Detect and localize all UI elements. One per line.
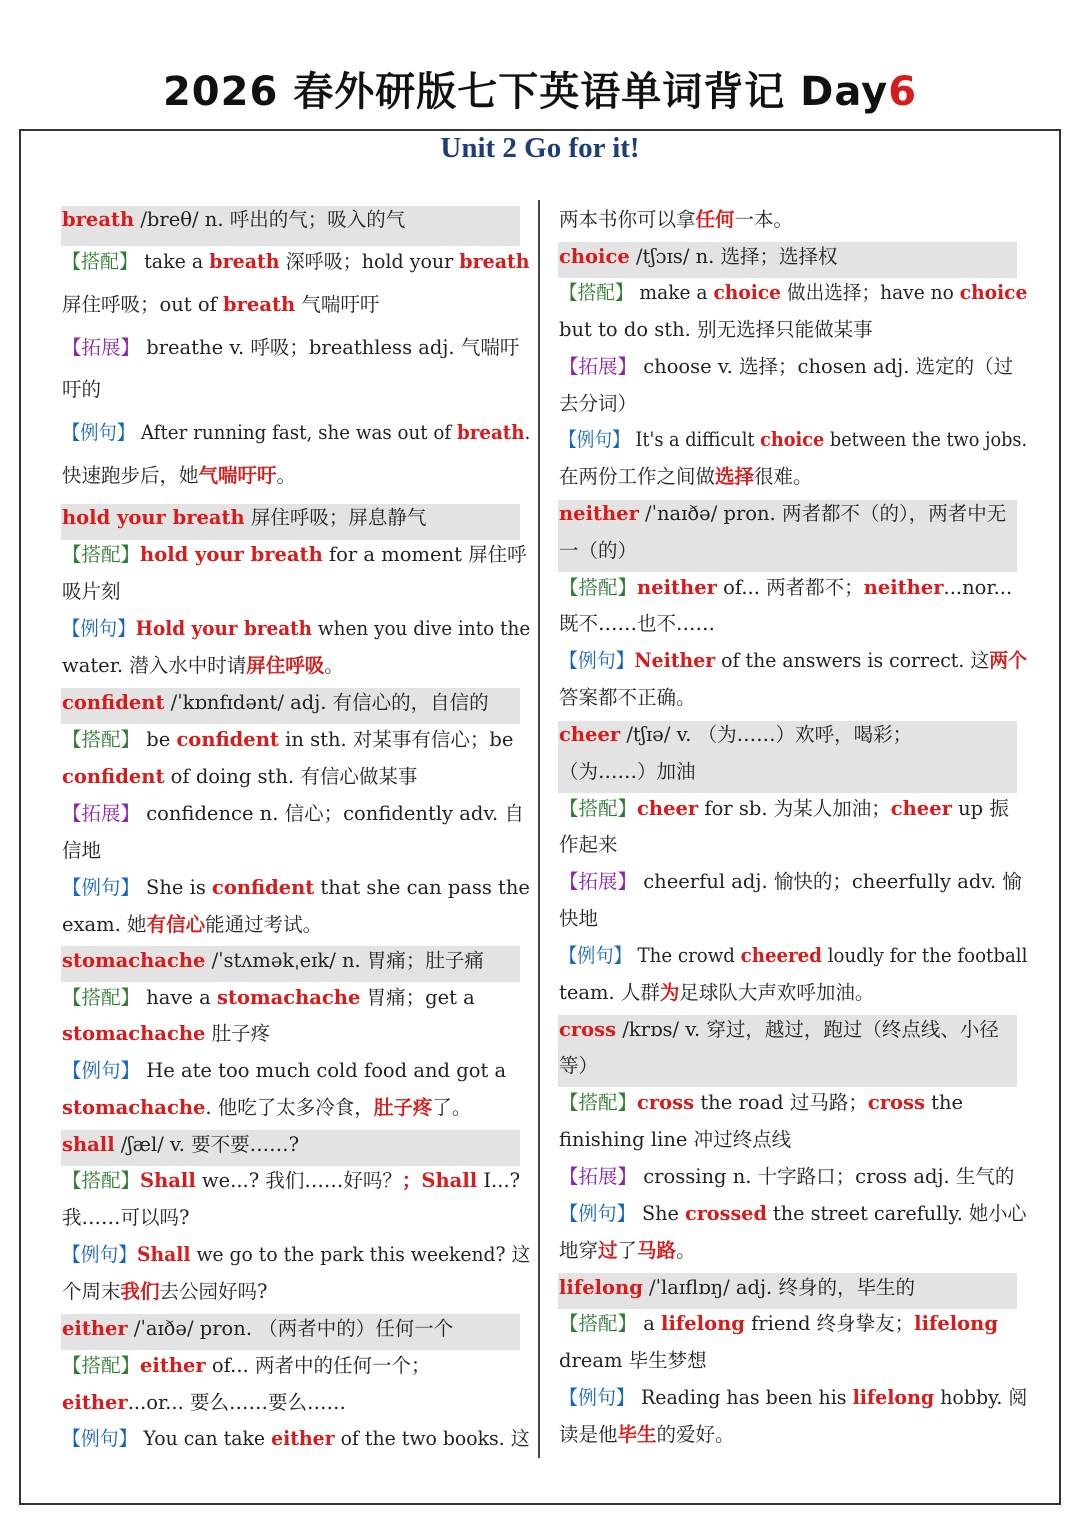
entry-cheer-collocation-cont: 作起来	[559, 833, 618, 856]
entry-cheer-headword-cont: （为……）加油	[559, 760, 696, 783]
entry-choice-extension-cont: 去分词）	[559, 392, 638, 415]
entry-hold-breath-collocation: 【搭配】hold your breath for a moment 屏住呼	[62, 543, 527, 566]
column-divider	[538, 200, 540, 1458]
entry-neither-collocation: 【搭配】neither of... 两者都不；neither...nor...	[559, 576, 1013, 599]
entry-choice-example-cont: 在两份工作之间做选择很难。	[559, 465, 813, 488]
entry-confident-extension-cont: 信地	[62, 839, 102, 862]
entry-hold-breath-example-cont: water. 潜入水中时请屏住呼吸。	[62, 654, 344, 677]
entry-breath-collocation-cont: 屏住呼吸；out of breath 气喘吁吁	[62, 293, 380, 316]
entry-lifelong-collocation: 【搭配】 a lifelong friend 终身挚友；lifelong	[559, 1312, 998, 1335]
entry-cross-extension: 【拓展】 crossing n. 十字路口；cross adj. 生气的	[559, 1165, 1015, 1188]
entry-lifelong-example: 【例句】 Reading has been his lifelong hobby. 阅	[559, 1386, 1028, 1409]
entry-neither-collocation-cont: 既不……也不……	[559, 612, 716, 635]
entry-neither-example-cont: 答案都不正确。	[559, 686, 696, 709]
entry-breath-example: 【例句】 After running fast, she was out of breath.	[62, 421, 531, 444]
entry-choice-collocation-cont: but to do sth. 别无选择只能做某事	[559, 318, 873, 341]
entry-shall-example-cont: 个周末我们去公园好吗?	[62, 1280, 268, 1303]
entry-cheer-example: 【例句】 The crowd cheered loudly for the football	[559, 944, 1028, 967]
entry-cross-example: 【例句】 She crossed the street carefully. 她小心	[559, 1202, 1027, 1225]
entry-cross-collocation-cont: finishing line 冲过终点线	[559, 1128, 792, 1151]
entry-cheer-headword: cheer /tʃɪə/ v. （为……）欢呼，喝彩；	[559, 723, 913, 746]
entry-choice-collocation: 【搭配】 make a choice 做出选择；have no choice	[559, 281, 1028, 304]
entry-breath-extension-cont: 吁的	[62, 378, 102, 401]
entry-breath-headword: breath /breθ/ n. 呼出的气；吸入的气	[62, 208, 406, 231]
entry-cross-collocation: 【搭配】cross the road 过马路；cross the	[559, 1091, 964, 1114]
page-title: 2026 春外研版七下英语单词背记 Day6	[162, 69, 918, 115]
entry-hold-breath-example: 【例句】Hold your breath when you dive into the	[62, 617, 531, 640]
entry-hold-breath-headword: hold your breath 屏住呼吸；屏息静气	[62, 506, 427, 529]
entry-either-example-cont: 两本书你可以拿任何一本。	[559, 208, 794, 231]
entry-shall-collocation: 【搭配】Shall we...? 我们……好吗？；Shall I...?	[62, 1169, 521, 1192]
entry-either-collocation: 【搭配】either of... 两者中的任何一个；	[62, 1354, 431, 1377]
entry-breath-collocation: 【搭配】 take a breath 深呼吸；hold your breath	[62, 250, 530, 273]
entry-confident-example-cont: exam. 她有信心能通过考试。	[62, 913, 323, 936]
entry-stomachache-collocation-cont: stomachache 肚子疼	[62, 1022, 271, 1045]
entry-either-collocation-cont: either...or... 要么……要么……	[62, 1391, 346, 1414]
entry-shall-collocation-cont: 我……可以吗?	[62, 1206, 190, 1229]
entry-breath-example-cont: 快速跑步后，她气喘吁吁。	[62, 464, 297, 487]
entry-shall-headword: shall /ʃæl/ v. 要不要……?	[62, 1133, 300, 1156]
entry-neither-example: 【例句】Neither of the answers is correct. 这两个	[559, 649, 1027, 672]
entry-confident-collocation-cont: confident of doing sth. 有信心做某事	[62, 765, 418, 788]
entry-lifelong-example-cont: 读是他毕生的爱好。	[559, 1423, 735, 1446]
entry-confident-extension: 【拓展】 confidence n. 信心；confidently adv. 自	[62, 802, 524, 825]
entry-stomachache-headword: stomachache /ˈstʌməkˌeɪk/ n. 胃痛；肚子痛	[62, 949, 484, 972]
entry-choice-headword: choice /tʃɔɪs/ n. 选择；选择权	[559, 245, 838, 268]
entry-lifelong-headword: lifelong /ˈlaɪflɒŋ/ adj. 终身的，毕生的	[559, 1276, 915, 1299]
entry-cross-headword: cross /krɒs/ v. 穿过，越过，跑过（终点线、小径	[559, 1018, 999, 1041]
entry-lifelong-collocation-cont: dream 毕生梦想	[559, 1349, 707, 1372]
entry-stomachache-collocation: 【搭配】 have a stomachache 胃痛；get a	[62, 986, 475, 1009]
entry-cheer-extension: 【拓展】 cheerful adj. 愉快的；cheerfully adv. 愉	[559, 870, 1022, 893]
entry-choice-example: 【例句】 It's a difficult choice between the two jobs.	[559, 428, 1028, 451]
entry-confident-collocation: 【搭配】 be confident in sth. 对某事有信心；be	[62, 728, 514, 751]
entry-neither-headword-cont: 一（的）	[559, 539, 638, 562]
entry-stomachache-example-cont: stomachache. 他吃了太多冷食，肚子疼了。	[62, 1096, 472, 1119]
entry-either-headword: either /ˈaɪðə/ pron. （两者中的）任何一个	[62, 1317, 454, 1340]
entry-cross-headword-cont: 等）	[559, 1054, 599, 1077]
unit-title: Unit 2 Go for it!	[440, 132, 640, 164]
entry-breath-extension: 【拓展】 breathe v. 呼吸；breathless adj. 气喘吁	[62, 336, 520, 359]
entry-cheer-extension-cont: 快地	[559, 907, 599, 930]
entry-neither-headword: neither /ˈnaɪðə/ pron. 两者都不（的），两者中无	[559, 502, 1007, 525]
entry-cross-example-cont: 地穿过了马路。	[559, 1239, 696, 1262]
entry-cheer-example-cont: team. 人群为足球队大声欢呼加油。	[559, 981, 875, 1004]
entry-cheer-collocation: 【搭配】cheer for sb. 为某人加油；cheer up 振	[559, 797, 1009, 820]
entry-confident-headword: confident /ˈkɒnfɪdənt/ adj. 有信心的，自信的	[62, 691, 489, 714]
entry-either-example: 【例句】 You can take either of the two books. 这	[62, 1427, 530, 1450]
entry-stomachache-example: 【例句】 He ate too much cold food and got a	[62, 1059, 507, 1082]
entry-hold-breath-collocation-cont: 吸片刻	[62, 580, 121, 603]
entry-confident-example: 【例句】 She is confident that she can pass the	[62, 876, 530, 899]
entry-shall-example: 【例句】Shall we go to the park this weekend? 这	[62, 1243, 531, 1266]
entry-choice-extension: 【拓展】 choose v. 选择；chosen adj. 选定的（过	[559, 355, 1014, 378]
